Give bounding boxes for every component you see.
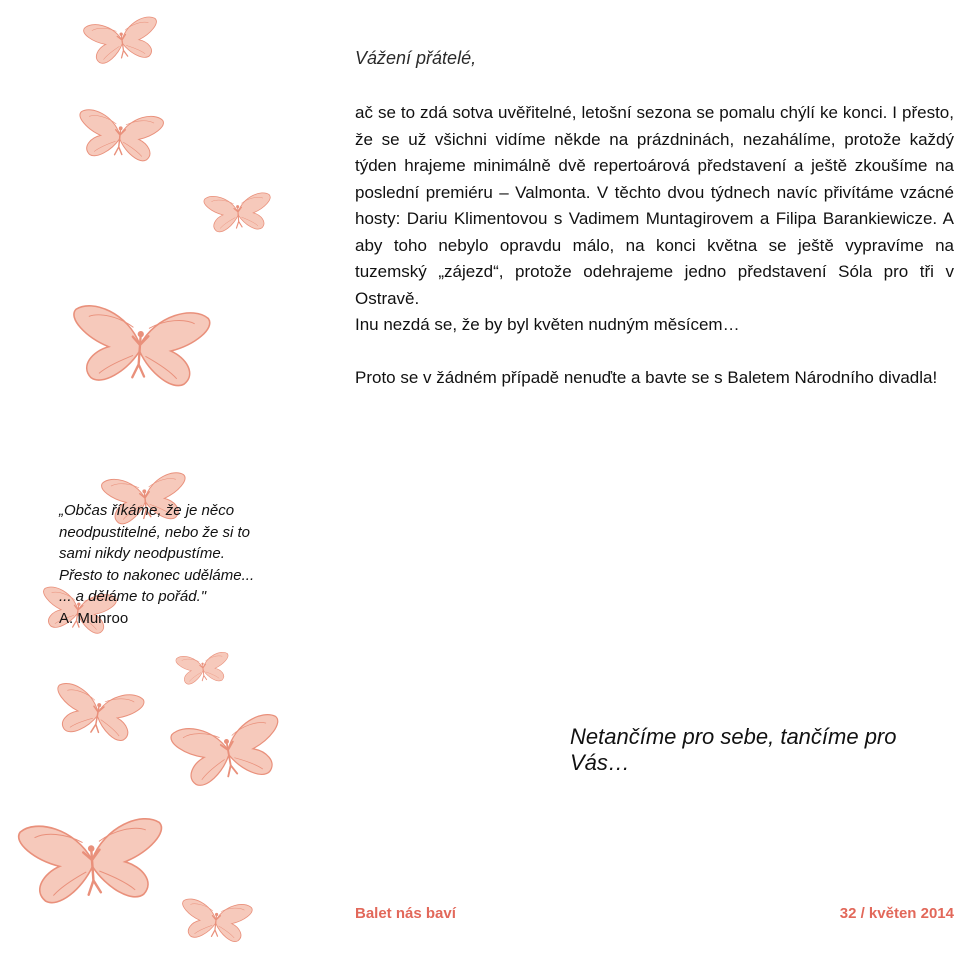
quote-line: neodpustitelné, nebo že si to (59, 523, 250, 541)
quote-line: sami nikdy neodpustíme. (59, 545, 225, 562)
quote-block (59, 500, 289, 629)
butterfly-fairy-icon (83, 16, 161, 65)
footer-page-info: 32 / květen 2014 (839, 905, 954, 922)
butterfly-fairy-icon (76, 109, 164, 163)
letter-paragraph: ač se to zdá sotva uvěřitelné, letošní sezona se pomalu chýlí ke konci. I přesto, že se už všichni vidíme někde na prázdninách, nezahálíme, protože každý týden hrajeme minimálně dvě repertoárová představení a ještě zkoušíme na poslední premiéru – Valmonta. V těchto dvou týdnech navíc přivítáme vzácné hosty: Dariu Klimentovou s Vadimem Muntagirovem a Filipa Barankiewicze. A aby toho nebylo opravdu málo, na konci května se ještě vypravíme na tuzemský „zájezd“, protože odehrajeme jedno představení Sóla pro tři v Ostravě. (355, 103, 954, 308)
butterfly-fairy-icon (18, 818, 166, 905)
letter-body (355, 100, 954, 392)
butterfly-fairy-icon (170, 713, 287, 789)
letter-closing: Proto se v žádném případě nenuďte a bavte se s Baletem Národního divadla! (355, 368, 938, 387)
footer-title: Balet nás baví (355, 905, 456, 922)
butterfly-fairy-icon (176, 652, 231, 686)
quote-line: Přesto to nakonec uděláme... (59, 566, 255, 584)
butterfly-decoration (0, 0, 330, 964)
butterfly-fairy-icon (179, 898, 252, 943)
letter-greeting: Vážení přátelé, (355, 48, 477, 68)
butterfly-fairy-icon (51, 682, 145, 744)
paragraph-spacer (355, 339, 954, 366)
motto: Netančíme pro sebe, tančíme pro Vás… (570, 724, 897, 775)
quote-line: „Občas říkáme, že je něco (59, 502, 235, 519)
quote-line: ... a děláme to pořád." (59, 588, 207, 605)
letter-paragraph: Inu nezdá se, že by byl květen nudným měsícem… (355, 315, 740, 334)
butterfly-fairy-icon (204, 192, 273, 232)
quote-author: A. Munroo (59, 609, 129, 627)
butterfly-fairy-icon (69, 305, 210, 388)
